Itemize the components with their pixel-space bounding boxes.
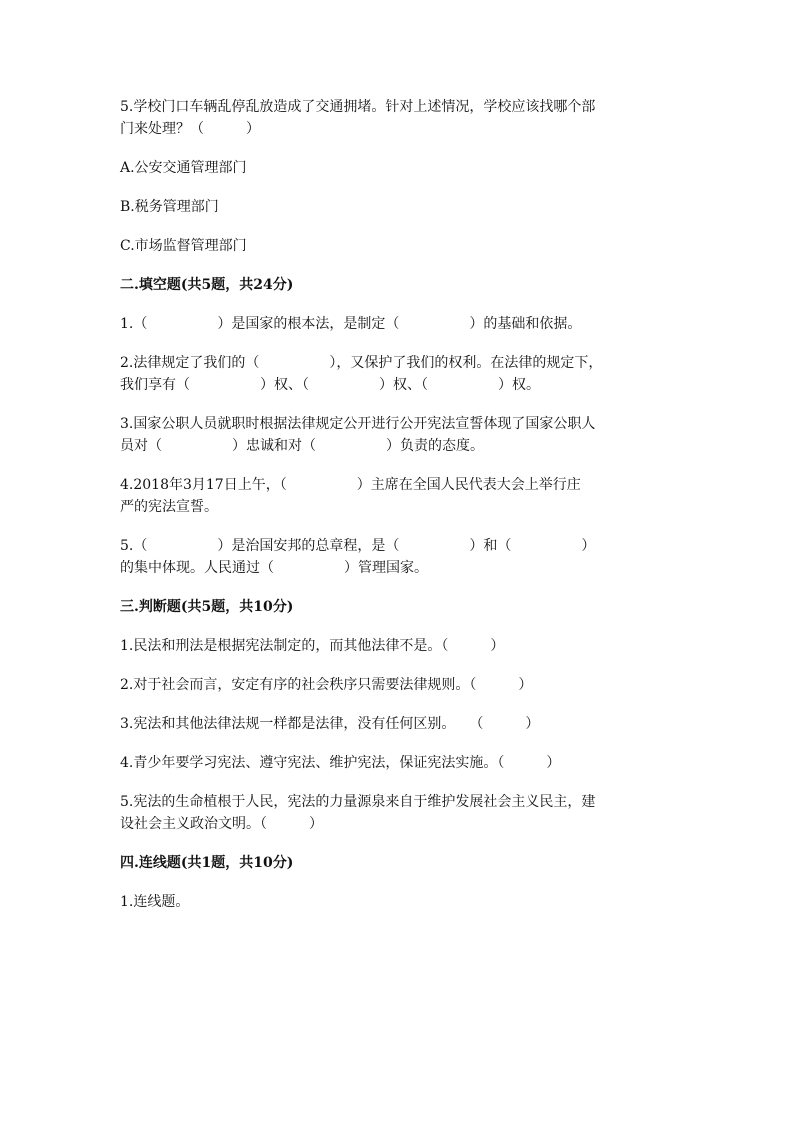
- question-text: 5.学校门口车辆乱停乱放造成了交通拥堵。针对上述情况，学校应该找哪个部 门来处理？（ ）: [120, 99, 596, 137]
- question-text: C.市场监督管理部门: [120, 238, 247, 254]
- question-text: 1.民法和刑法是根据宪法制定的，而其他法律不是。（ ）: [120, 638, 505, 654]
- question-text: 2.法律规定了我们的（ ），又保护了我们的权利。在法律的规定下， 我们享有（ ）权、（ ）权、（ ）权。: [120, 355, 603, 393]
- question-text: 4.青少年要学习宪法、遵守宪法、维护宪法，保证宪法实施。（ ）: [120, 755, 561, 771]
- question-text: 5.宪法的生命植根于人民，宪法的力量源泉来自于维护发展社会主义民主，建 设社会主义政治文明。（ ）: [120, 794, 596, 832]
- question-text: 2.对于社会而言，安定有序的社会秩序只需要法律规则。（ ）: [120, 677, 533, 693]
- document-page: [120, 96, 680, 913]
- question-text: 3.宪法和其他法律法规一样都是法律，没有任何区别。 （ ）: [120, 716, 540, 732]
- question-text: 3.国家公职人员就职时根据法律规定公开进行公开宪法宣誓体现了国家公职人 员对（ ）忠诚和对（ ）负责的态度。: [120, 416, 596, 454]
- question-text: B.税务管理部门: [120, 199, 219, 215]
- section-heading: 二.填空题(共5题，共24分): [120, 277, 294, 293]
- section-heading: 三.判断题(共5题，共10分): [120, 599, 294, 615]
- question-text: 1.连线题。: [120, 894, 190, 910]
- section-heading: 四.连线题(共1题，共10分): [120, 855, 294, 871]
- question-text: 1.（ ）是国家的根本法，是制定（ ）的基础和依据。: [120, 316, 582, 332]
- question-text: 4.2018年3月17日上午，（ ）主席在全国人民代表大会上举行庄 严的宪法宣誓。: [120, 477, 581, 515]
- question-text: A.公安交通管理部门: [120, 160, 247, 176]
- question-text: 5.（ ）是治国安邦的总章程，是（ ）和（ ） 的集中体现。人民通过（ ）管理国家。: [120, 538, 596, 576]
